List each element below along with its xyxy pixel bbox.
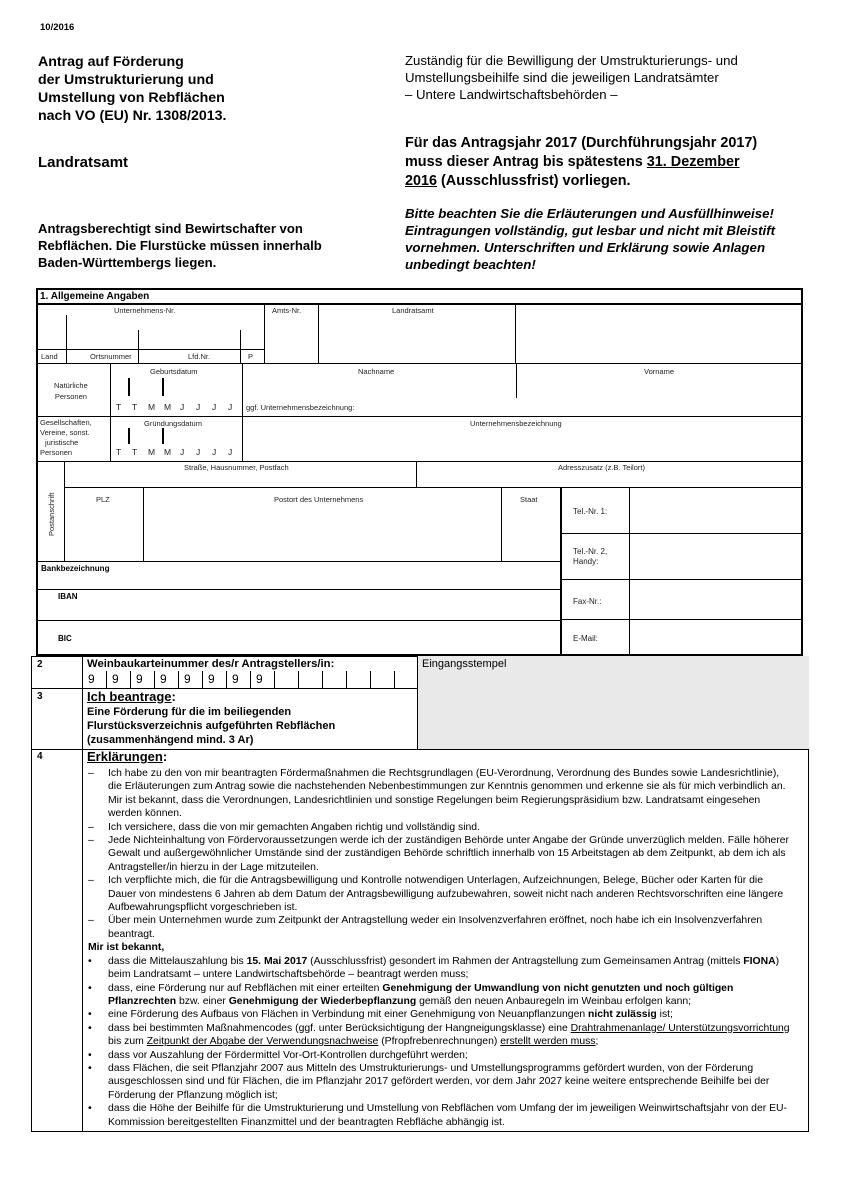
divider	[240, 349, 241, 363]
divider	[36, 461, 803, 462]
section3-line: Flurstücksverzeichnis aufgeführten Rebflächen	[87, 720, 336, 732]
weinbau-digit: 9	[136, 672, 143, 686]
nachname-input[interactable]	[244, 376, 514, 398]
plz-input[interactable]	[66, 506, 142, 560]
label-tel2	[573, 547, 607, 567]
title-line: Antrag auf Förderung	[38, 54, 184, 70]
divider	[64, 461, 65, 561]
iban-input[interactable]	[38, 603, 558, 619]
label-lfd-nr: Lfd.Nr.	[188, 352, 211, 361]
section3-text	[87, 705, 335, 747]
responsibility-line: Zuständig für die Bewilligung der Umstrukturierungs- und	[405, 53, 738, 68]
section3-line: (zusammenhängend mind. 3 Ar)	[87, 734, 254, 746]
authority-heading: Landratsamt	[38, 154, 129, 171]
label-nachname: Nachname	[358, 367, 395, 376]
divider	[560, 533, 803, 534]
label-bic: BIC	[58, 634, 72, 643]
weinbau-digit: 9	[88, 672, 95, 686]
heading-colon: :	[171, 689, 176, 704]
label-natuerliche-personen	[54, 380, 88, 402]
section2-label: Weinbaukarteinummer des/r Antragstellers/in:	[87, 658, 335, 670]
deadline-text: muss dieser Antrag bis spätestens	[405, 154, 647, 170]
label-eingangsstempel: Eingangsstempel	[422, 658, 507, 670]
label-p: P	[248, 352, 254, 361]
label-landratsamt: Landratsamt	[392, 306, 434, 315]
fill-notice	[405, 205, 825, 273]
label-line: Natürliche	[54, 381, 88, 390]
weinbaukarteinummer-field[interactable]	[82, 671, 417, 688]
unternehmens-nr-input[interactable]	[68, 315, 263, 349]
divider	[629, 487, 630, 656]
label-unternehmens-nr: Unternehmens-Nr.	[114, 306, 176, 315]
divider	[242, 416, 243, 461]
divider	[416, 461, 417, 487]
declaration-item: – Ich habe zu den von mir beantragten Fördermaßnahmen die Rechtsgrundlagen (EU-Verordnung, Verordnung des Bundes sowie Landesrichtlinie), die Erläuterungen zum Antrag sowie die nachstehenden Nebenbestimmungen zur Kenntnis genommen und erkenne sie als für mich verbindlich an. Mir ist bekannt, dass die Verordnungen, Landesrichtlinien und sonstige Regelungen beim Regierungspräsidium bzw. Landratsamt eingesehen werden können.	[88, 768, 786, 820]
fax-input[interactable]	[631, 581, 801, 618]
label-iban: IBAN	[58, 592, 78, 601]
label-strasse: Straße, Hausnummer, Postfach	[184, 463, 289, 472]
version-label: 10/2016	[40, 22, 75, 33]
email-input[interactable]	[631, 621, 801, 654]
label-gesellschaften	[40, 418, 92, 458]
notice-item: • eine Förderung des Aufbaus von Flächen in Verbindung mit einer Genehmigung von Neuanpflanzungen nicht zulässig ist;	[88, 1009, 673, 1021]
section3-line: Eine Förderung für die im beiliegenden	[87, 706, 292, 718]
divider	[560, 579, 803, 580]
declaration-item: – Jede Nichteinhaltung von Fördervoraussetzungen werde ich der zuständigen Behörde unter Angabe der Gründe unverzüglich melden. Fälle höherer Gewalt und außergewöhnlicher Umstände sind der zuständigen Behörde schriftlich innerhalb von 15 Arbeitstagen ab dem Zeitpunkt, ab dem ich als Antragsteller/in hierzu in der Lage mitzuteilen.	[88, 835, 790, 873]
responsibility-line: – Untere Landwirtschaftsbehörden –	[405, 87, 618, 102]
label-plz: PLZ	[96, 495, 110, 504]
declaration-item: – Ich versichere, dass die von mir gemachten Angaben richtig und vollständig sind.	[88, 821, 480, 833]
label-adresszusatz: Adresszusatz (z.B. Teilort)	[558, 463, 645, 472]
bankbezeichnung-input[interactable]	[38, 575, 558, 589]
amts-nr-input[interactable]	[266, 315, 316, 362]
label-line: Tel.-Nr. 2,	[573, 547, 608, 556]
strasse-input[interactable]	[66, 472, 414, 486]
section3-number: 3	[37, 691, 43, 702]
label-fax: Fax-Nr.:	[573, 597, 602, 606]
divider	[36, 589, 560, 590]
notice-line: unbedingt beachten!	[405, 257, 536, 272]
label-unternehmensbezeichnung: Unternehmensbezeichnung	[470, 419, 562, 428]
deadline-line	[405, 153, 825, 172]
eligibility-line: Baden-Württembergs liegen.	[38, 255, 217, 270]
label-staat: Staat	[520, 495, 538, 504]
postort-input[interactable]	[145, 506, 499, 560]
weinbau-digit: 9	[112, 672, 119, 686]
bekannt-heading: Mir ist bekannt,	[88, 942, 165, 954]
adresszusatz-input[interactable]	[418, 472, 800, 486]
label-line: Personen	[40, 448, 73, 457]
title-line: nach VO (EU) Nr. 1308/2013.	[38, 108, 227, 124]
label-postanschrift: Postanschrift	[47, 492, 56, 536]
notice-line: Bitte beachten Sie die Erläuterungen und Ausfüllhinweise!	[405, 206, 774, 221]
title-line: der Umstrukturierung und	[38, 72, 214, 88]
divider	[264, 303, 265, 363]
divider	[82, 656, 83, 1132]
label-email: E-Mail:	[573, 634, 598, 643]
heading-text: Ich beantrage	[87, 689, 172, 704]
label-gruendungsdatum: Gründungsdatum	[144, 419, 202, 428]
notice-item: • dass bei bestimmten Maßnahmencodes (ggf. unter Berücksichtigung der Hangneigungsklasse) eine Drahtrahmenanlage/ Unterstützungsvorrichtung bis zum Zeitpunkt der Abgabe der Verwendungsnachweise (Pfropfrebenrechnungen) erstellt werden muss;	[88, 1022, 790, 1048]
deadline-line	[405, 172, 825, 191]
divider	[501, 487, 502, 561]
label-land: Land	[41, 352, 58, 361]
gruendungsdatum-input[interactable]	[112, 428, 240, 446]
divider	[143, 487, 144, 561]
section4-heading	[87, 749, 167, 764]
notice-item: • dass Flächen, die seit Pflanzjahr 2007 aus Mitteln des Umstrukturierungs- und Umstellungsprogramms gefördert wurden, von der Förderung ausgeschlossen sind und für Flächen, die im Pflanzjahr 2017 gefördert werden, vor dem Jahr 2027 keine weitere entsprechende Beihilfe bei der Förderung der Pflanzung möglich ist;	[88, 1062, 770, 1101]
declaration-item: – Über mein Unternehmen wurde zum Zeitpunkt der Antragstellung weder ein Insolvenzverfahren eröffnet, noch habe ich ein Insolvenzverfahren beantragt.	[88, 915, 763, 940]
section3-heading	[87, 689, 176, 704]
divider	[242, 363, 243, 416]
title-line: Umstellung von Rebflächen	[38, 90, 225, 106]
divider	[318, 303, 319, 363]
divider	[560, 619, 803, 620]
notice-line: Eintragungen vollständig, gut lesbar und nicht mit Bleistift	[405, 223, 776, 238]
heading-colon: :	[162, 749, 168, 764]
date-format-letters: T T M M J J J J	[116, 447, 233, 457]
label-line: juristische	[45, 438, 79, 447]
deadline-text: (Ausschlussfrist) vorliegen.	[437, 173, 631, 189]
label-line: Vereine, sonst.	[40, 428, 90, 437]
bic-input[interactable]	[80, 622, 558, 654]
deadline-date: 31. Dezember	[646, 154, 740, 170]
label-tel1: Tel.-Nr. 1:	[573, 507, 608, 516]
divider	[36, 349, 264, 350]
staat-input[interactable]	[503, 506, 558, 560]
label-bankbezeichnung: Bankbezeichnung	[41, 564, 110, 573]
weinbau-digit: 9	[160, 672, 167, 686]
label-line: Gesellschaften,	[40, 418, 92, 427]
notice-item: • dass, eine Förderung nur auf Rebflächen mit einer erteilten Genehmigung der Umwandlung von nicht genutzten und noch gültigen Pflanzrechten bzw. einer Genehmigung der Wiederbepflanzung gemäß den neuen Anbauregeln im Weinbau erfolgen kann;	[88, 982, 734, 1007]
deadline-note	[405, 134, 825, 191]
weinbau-digit: 9	[184, 672, 191, 686]
notice-item: • dass vor Auszahlung der Fördermittel Vor-Ort-Kontrollen durchgeführt werden;	[88, 1049, 468, 1061]
declaration-item: – Ich verpflichte mich, die für die Antragsbewilligung und Kontrolle notwendigen Unterlagen, Aufzeichnungen, Belege, Bücher oder Karten für die Dauer von mindestens 6 Jahren ab dem Datum der Antragsbewilligung aufzubewahren, soweit nicht nach anderen Rechtsvorschriften eine längere Aufbewahrungspflicht vorgeschrieben ist.	[88, 875, 784, 914]
unternehmensbezeichnung-ggf-input[interactable]	[380, 400, 800, 415]
divider	[66, 349, 67, 363]
vorname-input[interactable]	[518, 376, 800, 398]
label-postort: Postort des Unternehmens	[274, 495, 364, 504]
deadline-year: 2016	[405, 173, 438, 189]
divider	[515, 303, 516, 363]
eligibility-line: Rebflächen. Die Flurstücke müssen innerhalb	[38, 238, 322, 253]
divider	[36, 303, 803, 305]
geburtsdatum-input[interactable]	[112, 376, 240, 400]
tel1-input[interactable]	[631, 489, 801, 532]
section1-title: 1. Allgemeine Angaben	[40, 291, 150, 302]
divider	[110, 416, 111, 461]
divider	[138, 349, 139, 363]
landratsamt-input[interactable]	[320, 315, 513, 362]
heading-text: Erklärungen	[87, 749, 163, 764]
deadline-line: Für das Antragsjahr 2017 (Durchführungsjahr 2017)	[405, 135, 758, 151]
eligibility-line: Antragsberechtigt sind Bewirtschafter von	[38, 221, 303, 236]
declaration-list	[88, 767, 793, 1129]
divider	[36, 363, 803, 364]
responsibility-line: Umstellungsbeihilfe sind die jeweiligen Landratsämter	[405, 70, 719, 85]
notice-line: vornehmen. Unterschriften und Erklärung sowie Anlagen	[405, 240, 766, 255]
section4-number: 4	[37, 751, 43, 762]
label-unternehmensbezeichnung-ggf: ggf. Unternehmensbezeichnung:	[246, 403, 355, 412]
divider	[110, 363, 111, 416]
label-line: Handy:	[573, 557, 599, 566]
eligibility-note	[38, 220, 388, 271]
label-amts-nr: Amts-Nr.	[272, 306, 302, 315]
label-line: Personen	[54, 392, 87, 401]
date-format-letters: T T M M J J J J	[116, 402, 233, 412]
notice-item: • dass die Höhe der Beihilfe für die Umstrukturierung und Umstellung von Rebflächen vom Umfang der im jeweiligen Weinwirtschaftsjahr von der EU-Kommission bereitgestellten Finanzmittel und der beantragten Rebfläche abhängig ist.	[88, 1103, 787, 1128]
divider	[36, 561, 560, 562]
weinbau-digit: 9	[232, 672, 239, 686]
form-title	[38, 53, 378, 125]
divider	[64, 487, 803, 488]
label-geburtsdatum: Geburtsdatum	[150, 367, 198, 376]
weinbau-digit: 9	[256, 672, 263, 686]
notice-item: • dass die Mittelauszahlung bis 15. Mai 2017 (Ausschlussfrist) gesondert im Rahmen der Antragstellung zum Gemeinsamen Antrag (mittels FIONA) beim Landratsamt – untere Landwirtschaftsbehörde – beantragt werden muss;	[88, 955, 780, 981]
divider	[516, 363, 517, 398]
tel2-input[interactable]	[631, 535, 801, 578]
label-ortsnummer: Ortsnummer	[90, 352, 132, 361]
divider	[66, 315, 67, 349]
section2-number: 2	[37, 659, 43, 670]
divider	[36, 620, 560, 621]
responsibility-note	[405, 52, 825, 103]
unternehmensbezeichnung-input[interactable]	[244, 430, 800, 460]
label-vorname: Vorname	[644, 367, 675, 376]
divider	[560, 487, 562, 656]
divider	[36, 416, 803, 417]
weinbau-digit: 9	[208, 672, 215, 686]
